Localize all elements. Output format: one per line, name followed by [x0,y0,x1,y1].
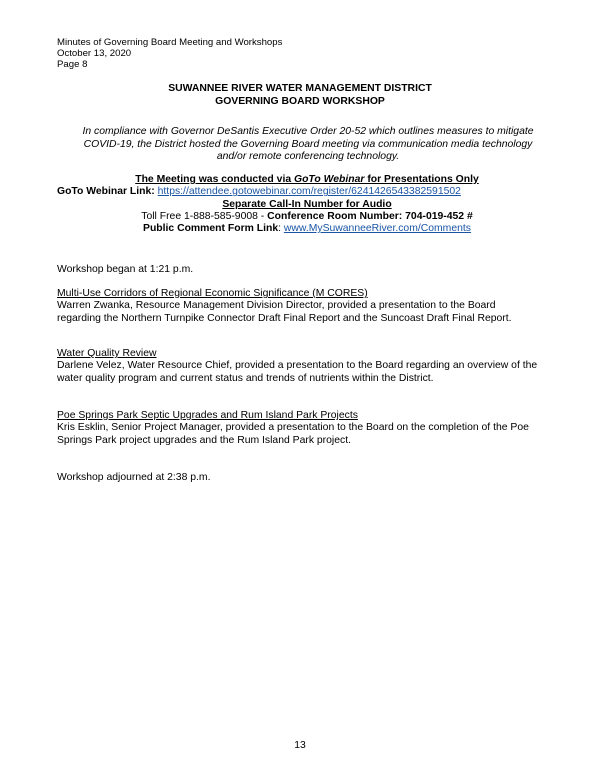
agenda-item-text: Springs Park project upgrades and the Rum Island Park project. [57,434,351,446]
agenda-item-text: water quality program and current status and trends of nutrients within the District. [57,372,434,384]
workshop-adjourned [57,472,557,484]
comment-form-link[interactable]: www.MySuwanneeRiver.com/Comments [283,223,471,235]
comment-form-colon: : [278,223,284,235]
webinar-line [57,186,557,198]
compliance-line: and/or remote conferencing technology. [216,151,400,162]
compliance-line: COVID-19, the District hosted the Governing Board meeting via communication media technology [83,138,533,150]
compliance-notice [60,126,556,164]
conducted-suffix: for Presentations Only [364,174,479,185]
header-page: Page 8 [57,59,88,70]
document-title [0,82,600,108]
webinar-link[interactable]: https://attendee.gotowebinar.com/register/6241426543382591502 [157,186,461,198]
agenda-item-text: regarding the Northern Turnpike Connector Draft Final Report and the Suncoast Draft Final Report. [57,312,512,324]
callin-heading: Separate Call-In Number for Audio [222,198,392,210]
header-title: Minutes of Governing Board Meeting and Workshops [57,37,283,48]
agenda-item [57,288,557,325]
workshop-began [57,264,557,276]
agenda-item-text: Kris Esklin, Senior Project Manager, provided a presentation to the Board on the completion of the Poe [57,422,529,434]
agenda-item-heading: Poe Springs Park Septic Upgrades and Rum Island Park Projects [57,410,358,421]
agenda-item-text: Warren Zwanka, Resource Management Division Director, provided a presentation to the Board [57,300,496,312]
meeting-info [57,174,557,235]
conducted-platform: GoTo Webinar [294,174,365,185]
header-date: October 13, 2020 [57,48,132,59]
workshop-adjourned-text: Workshop adjourned at 2:38 p.m. [57,472,211,483]
agenda-item [57,410,557,447]
compliance-line: In compliance with Governor DeSantis Executive Order 20-52 which outlines measures to mitigate [82,126,534,137]
conducted-prefix: The Meeting was conducted via [135,174,294,185]
page-number: 13 [294,740,306,751]
toll-free-number: Toll Free 1-888-585-9008 - [141,210,268,222]
webinar-label: GoTo Webinar Link: [57,186,155,198]
agenda-item [57,348,557,385]
comment-form-line [57,223,557,235]
agenda-item-heading: Water Quality Review [57,348,157,359]
workshop-began-text: Workshop began at 1:21 p.m. [57,264,194,275]
running-header [57,37,357,70]
comment-form-label: Public Comment Form Link [143,223,279,235]
title-organization: SUWANNEE RIVER WATER MANAGEMENT DISTRICT [168,83,432,94]
meeting-conducted-heading [57,174,557,186]
agenda-item-text: Darlene Velez, Water Resource Chief, provided a presentation to the Board regarding an overview of the [57,360,538,372]
agenda-item-heading: Multi-Use Corridors of Regional Economic Significance (M CORES) [57,288,368,299]
phone-line [57,211,557,223]
conference-room-number: Conference Room Number: 704-019-452 # [267,210,473,222]
title-workshop: GOVERNING BOARD WORKSHOP [215,96,385,107]
